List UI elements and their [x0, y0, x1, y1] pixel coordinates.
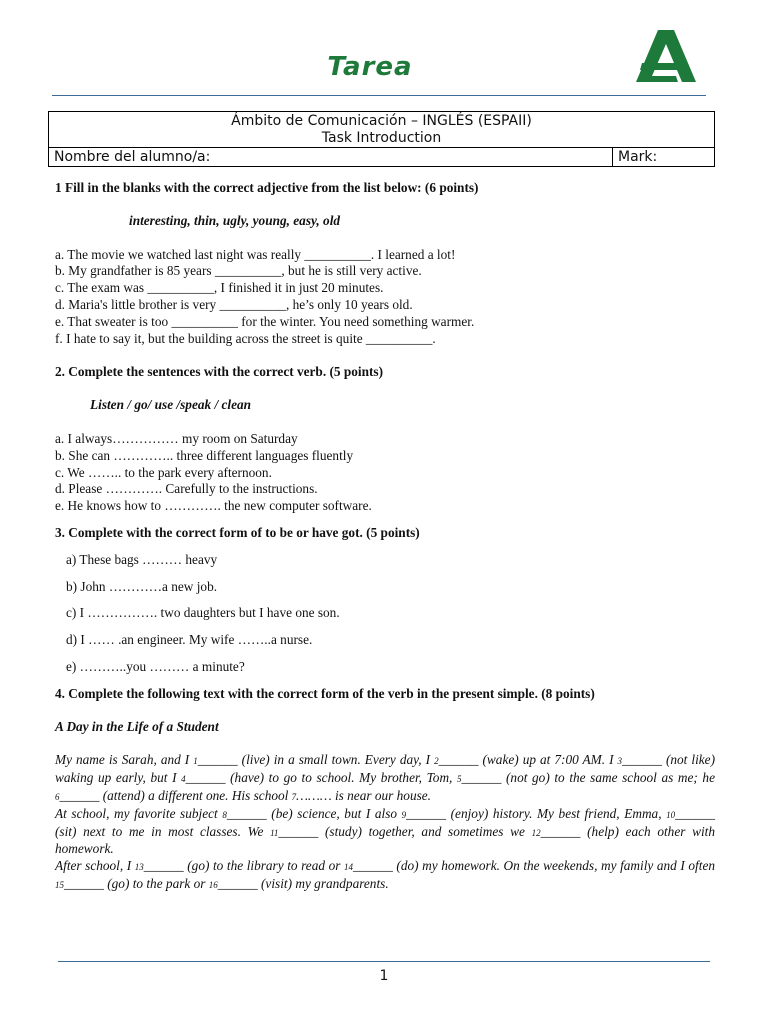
list-item: d) I …… .an engineer. My wife ……..a nurse. [66, 632, 313, 648]
header-divider [52, 95, 706, 96]
story-text [55, 752, 715, 893]
list-item: a. The movie we watched last night was really __________. I learned a lot! [55, 246, 456, 262]
page-number: 1 [379, 968, 389, 984]
student-name-field[interactable]: Nombre del alumno/a: [49, 148, 613, 167]
footer-divider [58, 961, 710, 962]
junta-logo-icon [636, 30, 696, 82]
section-1-items [55, 247, 715, 348]
list-item: d. Maria's little brother is very __________, he’s only 10 years old. [55, 296, 413, 312]
task-title: Task Introduction [321, 130, 442, 146]
list-item: c. The exam was __________, I finished it in just 20 minutes. [55, 280, 384, 296]
story-paragraph-3: After school, I 13______ (go) to the library to read or 14______ (do) my homework. On the weekends, my family and I often 15______ (go) to the park or 16______ (visit) my grandparents. [55, 858, 715, 891]
info-header [49, 112, 715, 148]
list-item: a. I always…………… my room on Saturday [55, 430, 298, 446]
list-item: e. He knows how to …………. the new computer software. [55, 498, 372, 514]
list-item: b. She can ………….. three different languages fluently [55, 447, 354, 463]
story-paragraph-1: My name is Sarah, and I 1______ (live) in a small town. Every day, I 2______ (wake) up at 7:00 AM. I 3______ (not like) waking up early, but I 4______ (have) to go to school. My brother, Tom, 5______ (not go) to the same school as me; he 6______ (attend) a different one. His school 7……… is near our house. [55, 752, 716, 803]
section-2-word-list: Listen / go/ use /speak / clean [90, 397, 252, 413]
subject-title: Ámbito de Comunicación – INGLÉS (ESPAII) [231, 113, 532, 129]
list-item: e) ………..you ……… a minute? [66, 658, 245, 674]
list-item: f. I hate to say it, but the building across the street is quite __________. [55, 330, 436, 346]
section-2-items [55, 431, 715, 515]
section-3-title: 3. Complete with the correct form of to be or have got. (5 points) [55, 524, 420, 540]
list-item: a) These bags ……… heavy [66, 551, 218, 567]
story-paragraph-2: At school, my favorite subject 8______ (be) science, but I also 9______ (enjoy) history. My best friend, Emma, 10______ (sit) next to me in most classes. We 11______ (study) together, and sometimes we 12______ (help) each other with homework. [55, 805, 715, 857]
list-item: b) John …………a new job. [66, 578, 218, 594]
section-3-items [66, 552, 715, 676]
section-2-title: 2. Complete the sentences with the correct verb. (5 points) [55, 364, 384, 380]
mark-field[interactable]: Mark: [613, 148, 715, 167]
list-item: d. Please …………. Carefully to the instructions. [55, 481, 318, 497]
list-item: e. That sweater is too __________ for the winter. You need something warmer. [55, 313, 475, 329]
page-header-title: Tarea [327, 52, 413, 82]
worksheet-content [55, 180, 715, 894]
story-title: A Day in the Life of a Student [55, 718, 219, 734]
section-4-title: 4. Complete the following text with the correct form of the verb in the present simple. (8 points) [55, 685, 595, 701]
list-item: c. We …….. to the park every afternoon. [55, 464, 272, 480]
list-item: c) I ……………. two daughters but I have one son. [66, 605, 340, 621]
info-table [48, 111, 715, 167]
section-1-word-list: interesting, thin, ugly, young, easy, old [129, 212, 341, 228]
section-1-title: 1 Fill in the blanks with the correct adjective from the list below: (6 points) [55, 180, 479, 195]
list-item: b. My grandfather is 85 years __________, but he is still very active. [55, 263, 422, 279]
